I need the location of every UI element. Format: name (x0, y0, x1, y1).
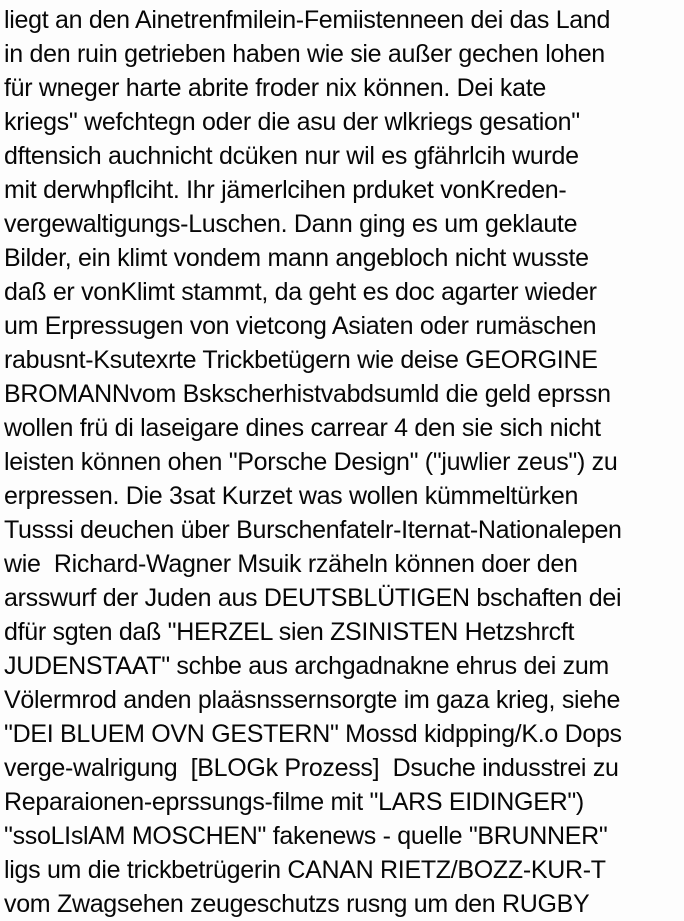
text-line: um Erpressugen von vietcong Asiaten oder rumäschen (4, 312, 597, 340)
text-line: rabusnt-Ksutexrte Trickbetügern wie deise GEORGINE (4, 346, 598, 374)
text-line: "ssoLIslAM MOSCHEN" fakenews - quelle "BRUNNER" (4, 822, 608, 850)
text-line: daß er vonKlimt stammt, da geht es doc agarter wieder (4, 278, 597, 306)
text-line: BROMANNvom Bskscherhistvabdsumld die geld eprssn (4, 380, 611, 408)
text-line: wie Richard-Wagner Msuik rzäheln können doer den (4, 550, 578, 578)
text-line: leisten können ohen "Porsche Design" ("juwlier zeus") zu (4, 448, 618, 476)
text-line: dftensich auchnicht dcüken nur wil es gfährlcih wurde (4, 142, 579, 170)
text-line: vergewaltigungs-Luschen. Dann ging es um geklaute (4, 210, 578, 238)
text-line: arsswurf der Juden aus DEUTSBLÜTIGEN bschaften dei (4, 584, 622, 612)
text-line: ligs um die trickbetrügerin CANAN RIETZ/BOZZ-KUR-T (4, 856, 606, 884)
text-line: in den ruin getrieben haben wie sie außer gechen lohen (4, 40, 605, 68)
text-line: erpressen. Die 3sat Kurzet was wollen kümmeltürken (4, 482, 579, 510)
text-line: liegt an den Ainetrenfmilein-Femiistenneen dei das Land (4, 6, 611, 34)
text-line: Tusssi deuchen über Burschenfatelr-Iternat-Nationalepen (4, 516, 622, 544)
text-line: vom Zwagsehen zeugeschutzs rusng um den RUGBY (4, 890, 590, 918)
text-line: Bilder, ein klimt vondem mann angebloch nicht wusste (4, 244, 589, 272)
text-line: wollen frü di laseigare dines carrear 4 den sie sich nicht (4, 414, 601, 442)
text-line: Reparaionen-eprssungs-filme mit "LARS EIDINGER") (4, 788, 584, 816)
text-line: für wneger harte abrite froder nix können. Dei kate (4, 74, 546, 102)
text-block (4, 3, 682, 921)
text-line: mit derwhpflciht. Ihr jämerlcihen prduket vonKreden- (4, 176, 567, 204)
text-line: JUDENSTAAT" schbe aus archgadnakne ehrus dei zum (4, 652, 609, 680)
text-line: dfür sgten daß "HERZEL sien ZSINISTEN Hetzshrcft (4, 618, 575, 646)
text-line: verge-walrigung [BLOGk Prozess] Dsuche indusstrei zu (4, 754, 619, 782)
text-line: Völermrod anden plaäsnssernsorgte im gaza krieg, siehe (4, 686, 621, 714)
text-line: kriegs" wefchtegn oder die asu der wlkriegs gesation" (4, 108, 580, 136)
text-line: "DEI BLUEM OVN GESTERN" Mossd kidpping/K.o Dops (4, 720, 622, 748)
